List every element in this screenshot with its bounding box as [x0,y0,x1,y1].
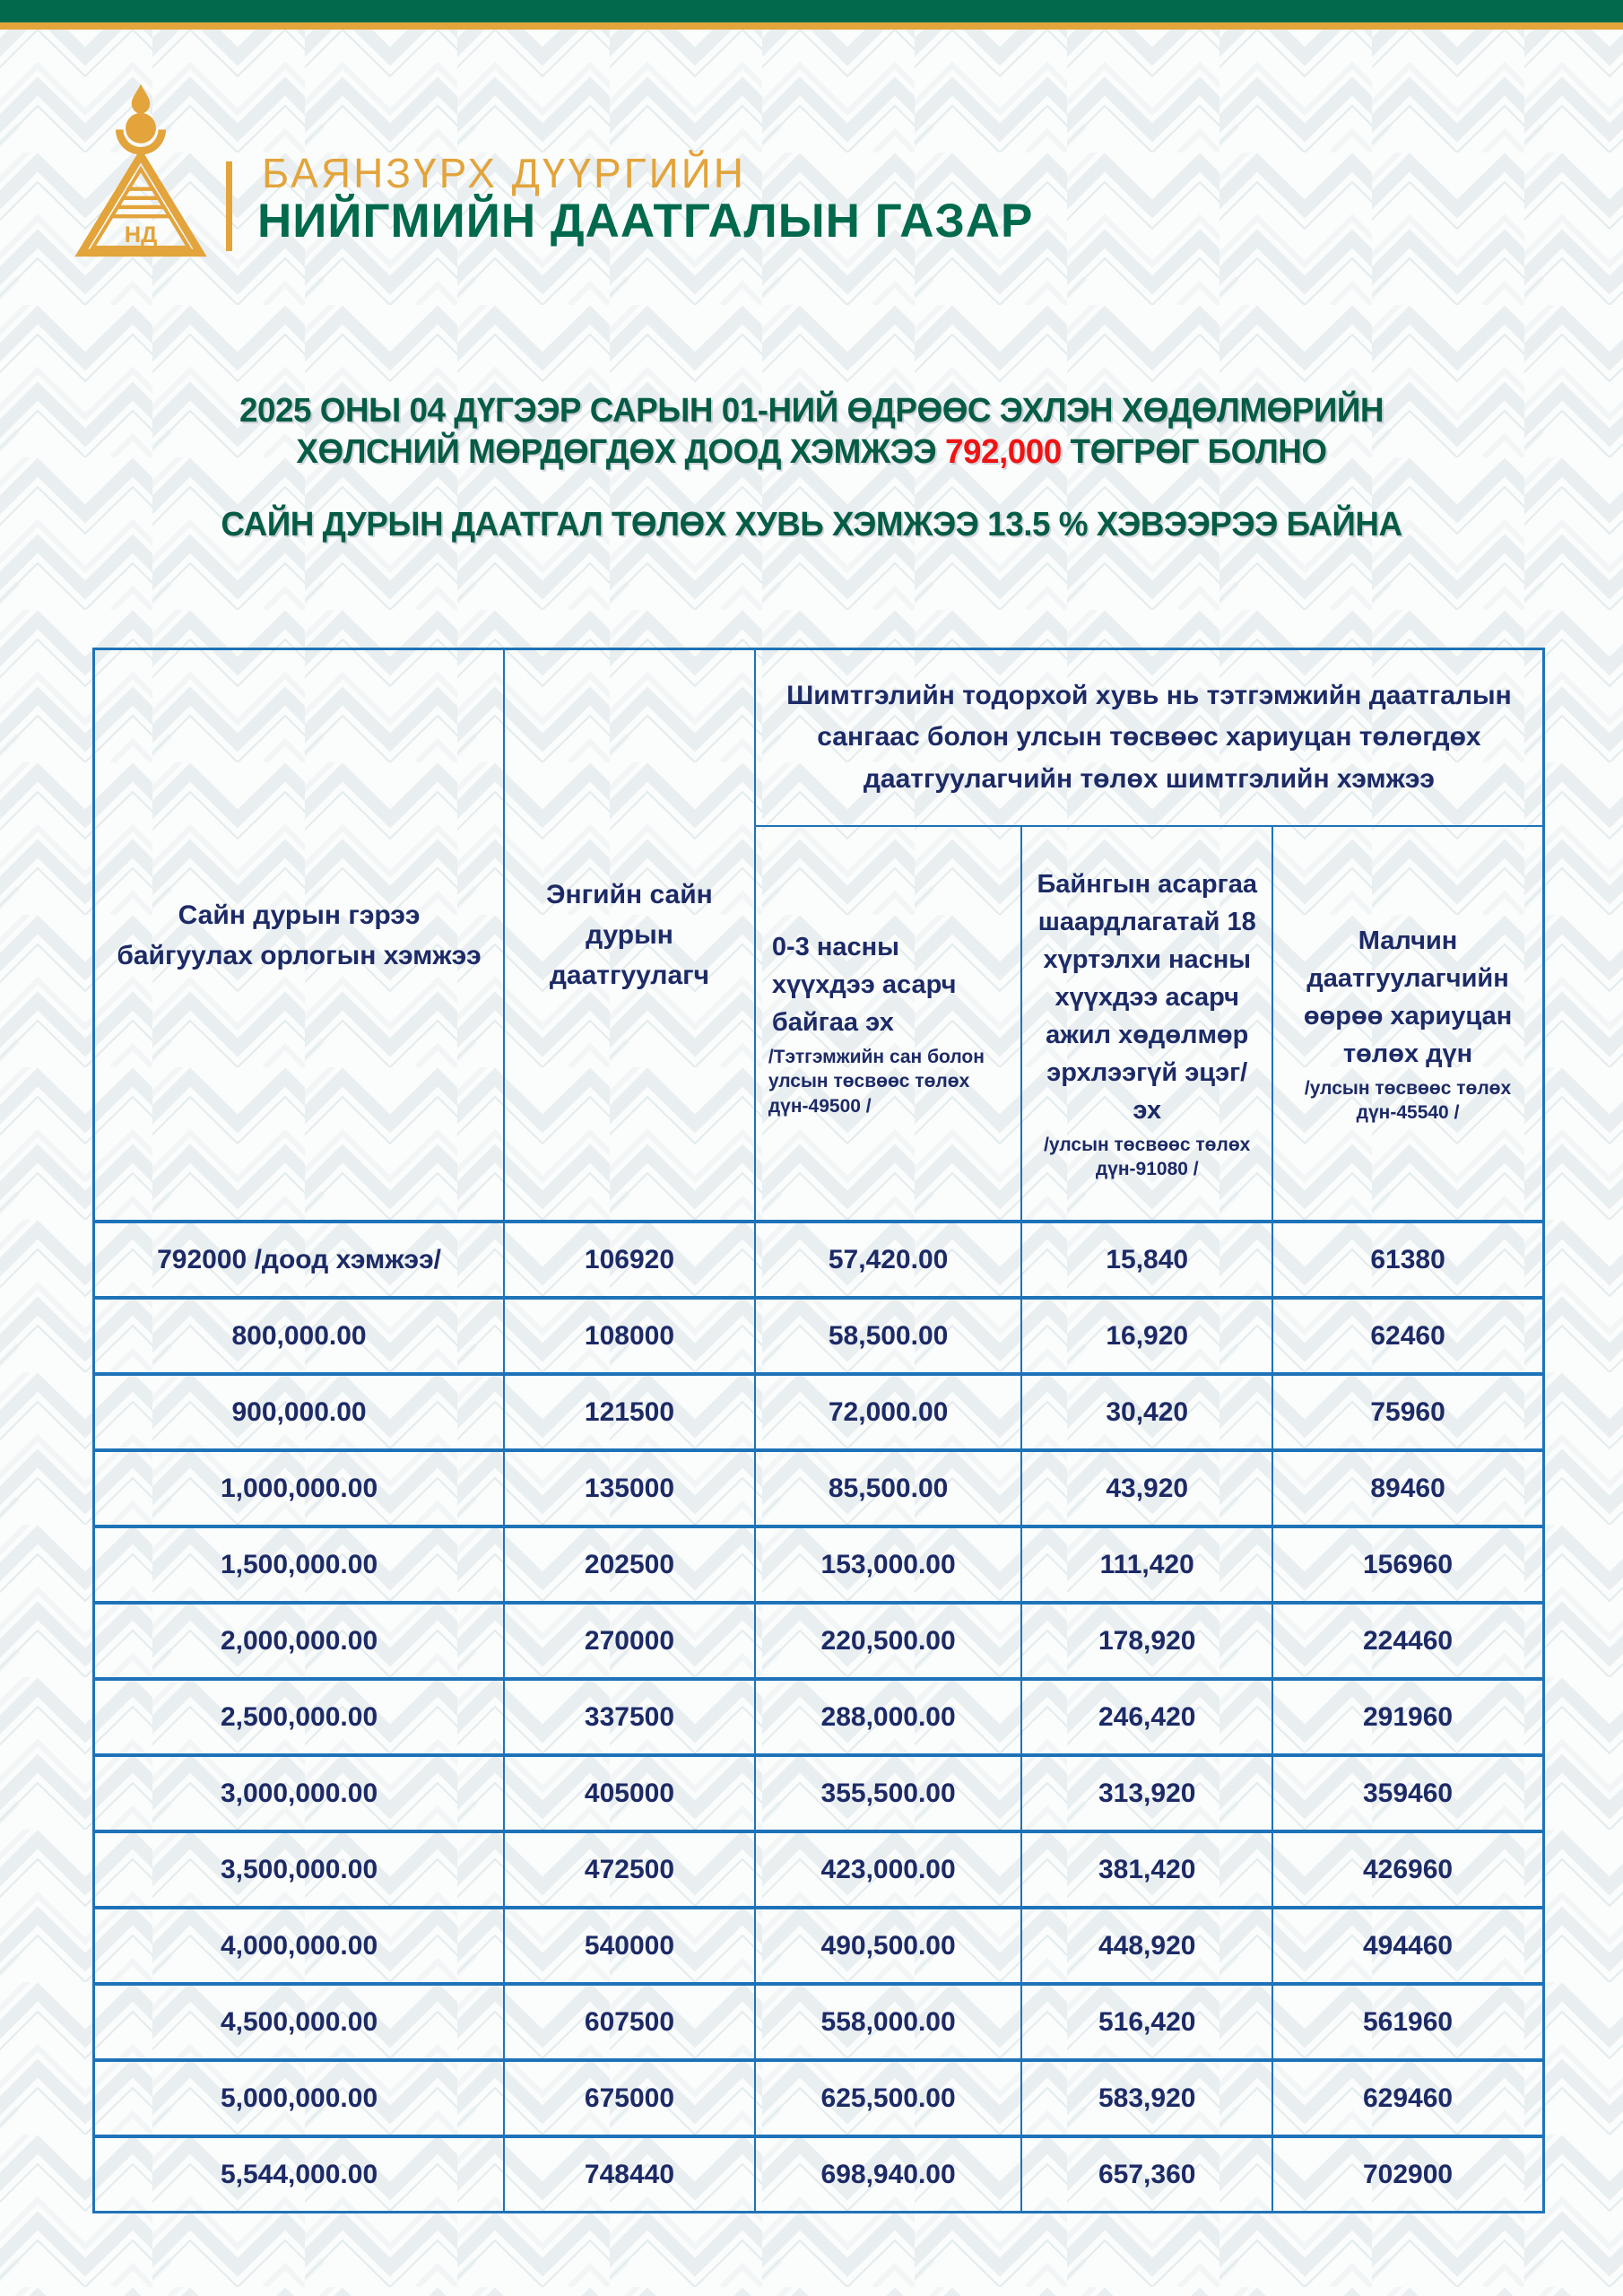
col-header-note: /Тэтгэмжийн сан болон улсын төсвөөс төлөх дүн-49500 / [768,1047,985,1117]
table-cell: 3,500,000.00 [94,1831,505,1908]
col-header-herder [1272,826,1543,1222]
announcement-line1: 2025 ОНЫ 04 ДҮГЭЭР САРЫН 01-НИЙ ӨДРӨӨС ЭХЛЭН ХӨДӨЛМӨРИЙН [239,392,1384,430]
col-header-title: 0-3 насны хүүхдээ асарч байгаа эх [771,932,957,1038]
table-cell: 202500 [504,1526,755,1603]
group-header: Шимтгэлийн тодорхой хувь нь тэтгэмжийн даатгалын сангаас болон улсын төсвөөс хариуцан төлөгдөх даатгуулагчийн төлөх шимтгэлийн хэмжээ [755,649,1544,827]
table-cell: 89460 [1272,1450,1543,1526]
table-cell: 675000 [504,2060,755,2136]
announcement-line3: САЙН ДУРЫН ДААТГАЛ ТӨЛӨХ ХУВЬ ХЭМЖЭЭ 13.5 % ХЭВЭЭРЭЭ БАЙНА [221,506,1402,544]
table-cell: 540000 [504,1908,755,1984]
announcement-block [0,391,1623,546]
table-cell: 121500 [504,1374,755,1450]
table-cell: 16,920 [1021,1298,1272,1374]
col-header-note: /улсын төсвөөс төлөх дүн-91080 / [1044,1134,1251,1180]
org-name-district: БАЯНЗҮРХ ДҮҮРГИЙН [262,150,746,196]
table-cell: 62460 [1272,1298,1543,1374]
table-cell: 698,940.00 [755,2136,1022,2213]
table-cell: 359460 [1272,1755,1543,1831]
table-row [94,1908,1544,1984]
table-row [94,1222,1544,1298]
minimum-wage-amount: 792,000 [944,432,1062,471]
top-gold-line [0,22,1623,30]
announcement-line2-after: ТӨГРӨГ БОЛНО [1061,432,1327,471]
table-cell: 792000 /доод хэмжээ/ [94,1222,505,1298]
col-header-title: Малчин даатгуулагчийн өөрөө хариуцан төлөх дүн [1303,926,1513,1068]
table-cell: 4,000,000.00 [94,1908,505,1984]
table-cell: 558,000.00 [755,1984,1022,2060]
table-cell: 472500 [504,1831,755,1908]
table-head [94,649,1544,1222]
org-name-agency: НИЙГМИЙН ДААТГАЛЫН ГАЗАР [257,195,1034,248]
table-cell: 72,000.00 [755,1374,1022,1450]
table-cell: 291960 [1272,1679,1543,1755]
table-cell: 58,500.00 [755,1298,1022,1374]
table-row [94,1831,1544,1908]
table-cell: 516,420 [1021,1984,1272,2060]
logo-divider [226,161,232,251]
table-cell: 15,840 [1021,1222,1272,1298]
table-row [94,2136,1544,2213]
table-row [94,1526,1544,1603]
table-cell: 2,000,000.00 [94,1603,505,1679]
col-header-title: Байнгын асаргаа шаардлагатай 18 хүртэлхи насны хүүхдээ асарч ажил хөдөлмөр эрхлээгүй эцэг/эх [1037,869,1257,1125]
sun-icon [126,113,156,144]
table-row [94,1374,1544,1450]
table-row [94,1984,1544,2060]
monogram-text: НД [124,222,158,248]
table-cell: 625,500.00 [755,2060,1022,2136]
table-cell: 313,920 [1021,1755,1272,1831]
table-cell: 30,420 [1021,1374,1272,1450]
table-cell: 494460 [1272,1908,1543,1984]
table-cell: 607500 [504,1984,755,2060]
table-cell: 108000 [504,1298,755,1374]
table-cell: 135000 [504,1450,755,1526]
table-cell: 5,544,000.00 [94,2136,505,2213]
table-cell: 900,000.00 [94,1374,505,1450]
table-cell: 5,000,000.00 [94,2060,505,2136]
table-cell: 270000 [504,1603,755,1679]
table-cell: 337500 [504,1679,755,1755]
soyombo-logo-icon [65,83,217,262]
header-row-group [94,649,1544,827]
table-cell: 220,500.00 [755,1603,1022,1679]
table-cell: 75960 [1272,1374,1543,1450]
table-cell: 43,920 [1021,1450,1272,1526]
table-cell: 748440 [504,2136,755,2213]
table-row [94,1603,1544,1679]
col-header-note: /улсын төсвөөс төлөх дүн-45540 / [1304,1077,1512,1124]
table-cell: 355,500.00 [755,1755,1022,1831]
table-cell: 156960 [1272,1526,1543,1603]
table-cell: 288,000.00 [755,1679,1022,1755]
table-cell: 490,500.00 [755,1908,1022,1984]
table-cell: 702900 [1272,2136,1543,2213]
table-row [94,2060,1544,2136]
table-cell: 57,420.00 [755,1222,1022,1298]
table-cell: 381,420 [1021,1831,1272,1908]
table-cell: 800,000.00 [94,1298,505,1374]
table-row [94,1755,1544,1831]
announcement-line-1-2 [24,391,1599,473]
table-row [94,1679,1544,1755]
contribution-table [92,648,1545,2213]
table-cell: 61380 [1272,1222,1543,1298]
table-row [94,1298,1544,1374]
table-body [94,1222,1544,2213]
table-cell: 111,420 [1021,1526,1272,1603]
top-green-bar [0,0,1623,22]
table-cell: 426960 [1272,1831,1543,1908]
table-cell: 1,500,000.00 [94,1526,505,1603]
col-header-income: Сайн дурын гэрээ байгуулах орлогын хэмжээ [94,649,505,1222]
col-header-regular-insured: Энгийн сайн дурын даатгуулагч [504,649,755,1222]
table-cell: 583,920 [1021,2060,1272,2136]
table-cell: 106920 [504,1222,755,1298]
table-cell: 405000 [504,1755,755,1831]
col-header-caregiver-parent [1021,826,1272,1222]
table-cell: 423,000.00 [755,1831,1022,1908]
flame-icon [132,84,150,114]
table-cell: 448,920 [1021,1908,1272,1984]
announcement-line2-before: ХӨЛСНИЙ МӨРДӨГДӨХ ДООД ХЭМЖЭЭ [296,432,945,471]
table-cell: 2,500,000.00 [94,1679,505,1755]
table-cell: 224460 [1272,1603,1543,1679]
table-cell: 629460 [1272,2060,1543,2136]
table-row [94,1450,1544,1526]
table-cell: 85,500.00 [755,1450,1022,1526]
table-cell: 178,920 [1021,1603,1272,1679]
table-cell: 4,500,000.00 [94,1984,505,2060]
table-cell: 561960 [1272,1984,1543,2060]
table-cell: 246,420 [1021,1679,1272,1755]
col-header-mother-0-3 [755,826,1022,1222]
table-cell: 657,360 [1021,2136,1272,2213]
table-cell: 153,000.00 [755,1526,1022,1603]
table-cell: 3,000,000.00 [94,1755,505,1831]
table-cell: 1,000,000.00 [94,1450,505,1526]
